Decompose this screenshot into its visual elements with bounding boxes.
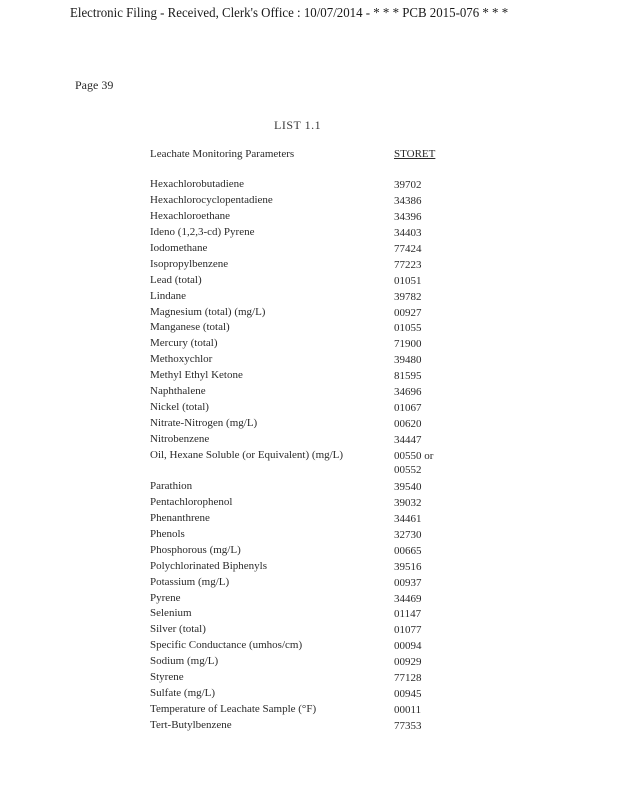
storet-code: 81595 (394, 370, 422, 383)
storet-code: 00927 (394, 306, 422, 319)
parameter-name: Nickel (total) (150, 401, 209, 414)
storet-code: 39480 (394, 354, 422, 367)
page-number: Page 39 (75, 78, 114, 92)
storet-code: 01067 (394, 402, 422, 415)
table-row (150, 257, 480, 273)
table-row (150, 622, 480, 638)
parameter-name: Temperature of Leachate Sample (°F) (150, 703, 317, 716)
storet-code: 00937 (394, 576, 422, 589)
storet-code: 01051 (394, 274, 422, 287)
storet-code: 01147 (394, 608, 422, 621)
parameter-name: Lindane (150, 289, 187, 302)
table-row (150, 479, 480, 495)
filing-stamp: Electronic Filing - Received, Clerk's Office : 10/07/2014 - * * * PCB 2015-076 * * * (70, 6, 509, 21)
parameter-name: Oil, Hexane Soluble (or Equivalent) (mg/L) (150, 448, 344, 461)
parameter-name: Silver (total) (150, 623, 206, 636)
storet-column-header: STORET (394, 148, 436, 160)
table-row (150, 559, 480, 575)
storet-code: 34469 (394, 592, 422, 605)
storet-code: 00945 (394, 688, 422, 701)
storet-code: 39702 (394, 179, 422, 191)
table-row (150, 543, 480, 559)
parameter-name: Mercury (total) (150, 337, 218, 350)
storet-code: 71900 (394, 338, 422, 351)
table-row (150, 273, 480, 289)
storet-code: 00011 (394, 704, 422, 717)
parameter-name: Ideno (1,2,3-cd) Pyrene (150, 225, 255, 238)
parameter-name: Isopropylbenzene (150, 257, 229, 270)
table-row (150, 305, 480, 321)
table-row (150, 209, 480, 225)
parameter-name: Polychlorinated Biphenyls (150, 559, 268, 572)
table-row (150, 416, 480, 432)
parameter-name: Phenanthrene (150, 511, 210, 524)
list-title: LIST 1.1 (274, 118, 322, 132)
table-row (150, 495, 480, 511)
table-row (150, 225, 480, 241)
storet-code: 77128 (394, 672, 422, 685)
parameter-name: Iodomethane (150, 241, 208, 254)
table-row (150, 702, 480, 718)
storet-code: 34396 (394, 210, 422, 223)
parameter-name: Phenols (150, 527, 185, 540)
parameter-name: Hexachlorocyclopentadiene (150, 193, 273, 206)
table-row (150, 654, 480, 670)
parameter-name: Methoxychlor (150, 353, 213, 366)
parameter-name: Nitrobenzene (150, 433, 210, 445)
parameter-name: Styrene (150, 671, 184, 684)
parameter-name: Magnesium (total) (mg/L) (150, 305, 266, 318)
storet-code: 00929 (394, 656, 422, 669)
table-row (150, 320, 480, 336)
parameter-column-header: Leachate Monitoring Parameters (150, 148, 295, 160)
parameter-name: Phosphorous (mg/L) (150, 543, 241, 556)
storet-code: 00665 (394, 544, 422, 557)
table-row (150, 511, 480, 527)
table-row (150, 527, 480, 543)
parameter-name: Methyl Ethyl Ketone (150, 369, 243, 382)
storet-code: 34461 (394, 512, 422, 525)
storet-code: 00620 (394, 418, 422, 431)
storet-code: 00550 or 00552 (394, 449, 434, 476)
storet-code: 39782 (394, 290, 422, 303)
parameter-name: Pyrene (150, 591, 181, 604)
parameter-name: Parathion (150, 479, 193, 492)
parameter-name: Nitrate-Nitrogen (mg/L) (150, 417, 258, 430)
parameter-name: Tert-Butylbenzene (150, 719, 232, 731)
storet-code: 39516 (394, 560, 422, 573)
table-row (150, 384, 480, 400)
storet-code: 32730 (394, 528, 422, 541)
parameter-name: Potassium (mg/L) (150, 575, 230, 588)
table-row (150, 193, 480, 209)
storet-code: 39032 (394, 496, 422, 509)
parameter-table (150, 177, 480, 734)
storet-code: 77424 (394, 242, 422, 255)
parameter-name: Specific Conductance (umhos/cm) (150, 639, 303, 652)
parameter-name: Hexachloroethane (150, 209, 231, 222)
storet-code: 01077 (394, 624, 422, 637)
table-row (150, 575, 480, 591)
table-row (150, 336, 480, 352)
table-row (150, 241, 480, 257)
storet-code: 34447 (394, 434, 422, 446)
storet-code: 34403 (394, 226, 422, 239)
storet-code: 01055 (394, 322, 422, 335)
table-row (150, 638, 480, 654)
parameter-name: Lead (total) (150, 273, 202, 286)
parameter-name: Sulfate (mg/L) (150, 687, 216, 700)
table-row (150, 432, 480, 448)
storet-code: 34696 (394, 386, 422, 399)
table-row (150, 368, 480, 384)
table-row (150, 448, 480, 479)
parameter-name: Manganese (total) (150, 321, 230, 334)
storet-code: 34386 (394, 194, 422, 207)
table-row (150, 686, 480, 702)
table-row (150, 718, 480, 734)
table-row (150, 352, 480, 368)
table-row (150, 177, 480, 193)
table-row (150, 606, 480, 622)
parameter-name: Hexachlorobutadiene (150, 178, 245, 190)
storet-code: 39540 (394, 480, 422, 493)
table-row (150, 591, 480, 607)
table-row (150, 289, 480, 305)
storet-code: 77353 (394, 720, 422, 732)
parameter-name: Sodium (mg/L) (150, 655, 219, 668)
parameter-name: Naphthalene (150, 385, 206, 398)
parameter-name: Pentachlorophenol (150, 495, 233, 508)
table-row (150, 400, 480, 416)
parameter-name: Selenium (150, 607, 192, 620)
storet-code: 77223 (394, 258, 422, 271)
table-row (150, 670, 480, 686)
storet-code: 00094 (394, 640, 422, 653)
